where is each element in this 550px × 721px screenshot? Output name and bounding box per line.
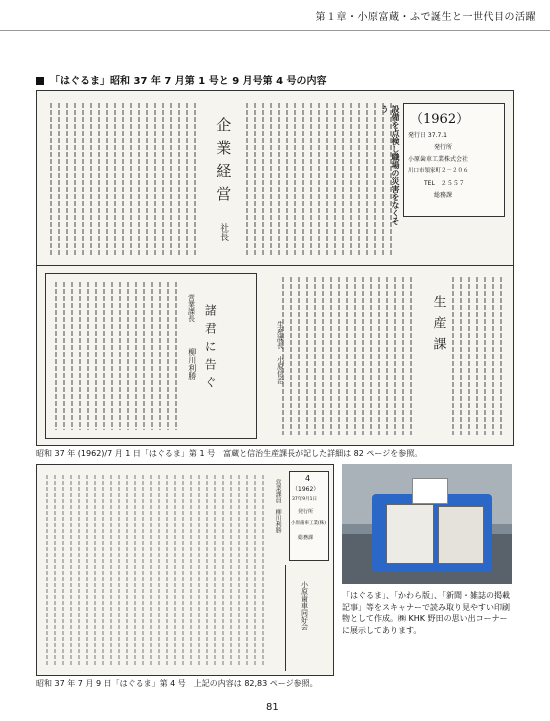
editorial-body	[45, 99, 205, 259]
production-body	[277, 273, 507, 439]
sales-title: 諸君に告ぐ	[203, 304, 218, 394]
clipping-divider	[37, 265, 513, 266]
top-caption: 昭和 37 年 (1962)/7 月 1 日「はぐるま」第 1 号 富蔵と信治生産課長が記した詳細は 82 ページを参照。	[36, 449, 423, 458]
issue4-body	[41, 471, 269, 671]
sales-author: 柳川利勝	[187, 348, 197, 380]
editorial-body-right	[241, 99, 397, 259]
sales-body	[50, 278, 182, 434]
section-title	[36, 72, 327, 87]
masthead-address: 川口市領家町２－２０６	[408, 168, 469, 174]
editorial-title: 企業経営	[214, 117, 233, 209]
masthead-year: （1962）	[410, 112, 470, 127]
issue4-divider	[285, 565, 286, 671]
editorial-author: 社長	[218, 223, 229, 241]
issue4-date: 37年9月1日	[292, 497, 317, 502]
masthead-company: 小原歯車工業株式会社	[408, 156, 469, 163]
masthead-issue-date: 発行日 37.7.1	[408, 132, 447, 139]
masthead-tel: TEL ２５５７	[424, 180, 465, 187]
photo-newsletter-page	[386, 504, 434, 564]
issue4-dept: 総務課	[298, 535, 314, 541]
issue4-sidebar-note: 小原歯車同好会	[300, 581, 309, 630]
photo-newsletter-page-2	[438, 506, 484, 564]
sales-author-title: 営業課長	[187, 294, 196, 322]
issue4-number: 4	[305, 474, 311, 483]
production-title: 生産課	[430, 295, 446, 358]
photo-display-sign	[412, 478, 448, 504]
section-title-text: 「はぐるま」昭和 37 年 7 月第 1 号と 9 月号第 4 号の内容	[50, 76, 327, 87]
masthead-dept: 総務課	[434, 192, 453, 199]
square-bullet-icon	[36, 77, 44, 85]
newsletter-clipping-issue-4	[36, 464, 334, 676]
page-number: 81	[266, 702, 279, 713]
masthead-publisher: 発行所	[434, 144, 453, 151]
exhibit-photo	[342, 464, 512, 584]
masthead-box	[403, 103, 505, 217]
production-manager: 生産課長 小原信治	[276, 321, 285, 384]
issue4-publisher: 発行所	[298, 509, 314, 515]
sales-box	[45, 273, 257, 439]
header-rule	[0, 30, 550, 31]
photo-caption: 「はぐるま」、「かわら版」、「新聞・雑誌の掲載記事」等をスキャナーで読み取り見やすい印刷物として作成。㈱ KHK 野田の思い出コーナーに展示してあります。	[342, 591, 510, 635]
issue4-year: （1962）	[292, 486, 320, 493]
running-header: 第１章・小原富蔵・ふで誕生と一世代目の活躍	[315, 12, 536, 23]
issue4-masthead	[289, 471, 329, 561]
issue4-company: 小原歯車工業(株)	[291, 521, 327, 526]
issue4-heading: 営業課員 柳川利勝	[274, 479, 282, 533]
newsletter-clipping-issue-1	[36, 90, 514, 446]
bottom-caption: 昭和 37 年 7 月 9 日「はぐるま」第 4 号 上記の内容は 82,83 ページ参照。	[36, 679, 318, 688]
safety-slogan: 設備を点検し職場の災害をなくそう	[380, 105, 401, 225]
